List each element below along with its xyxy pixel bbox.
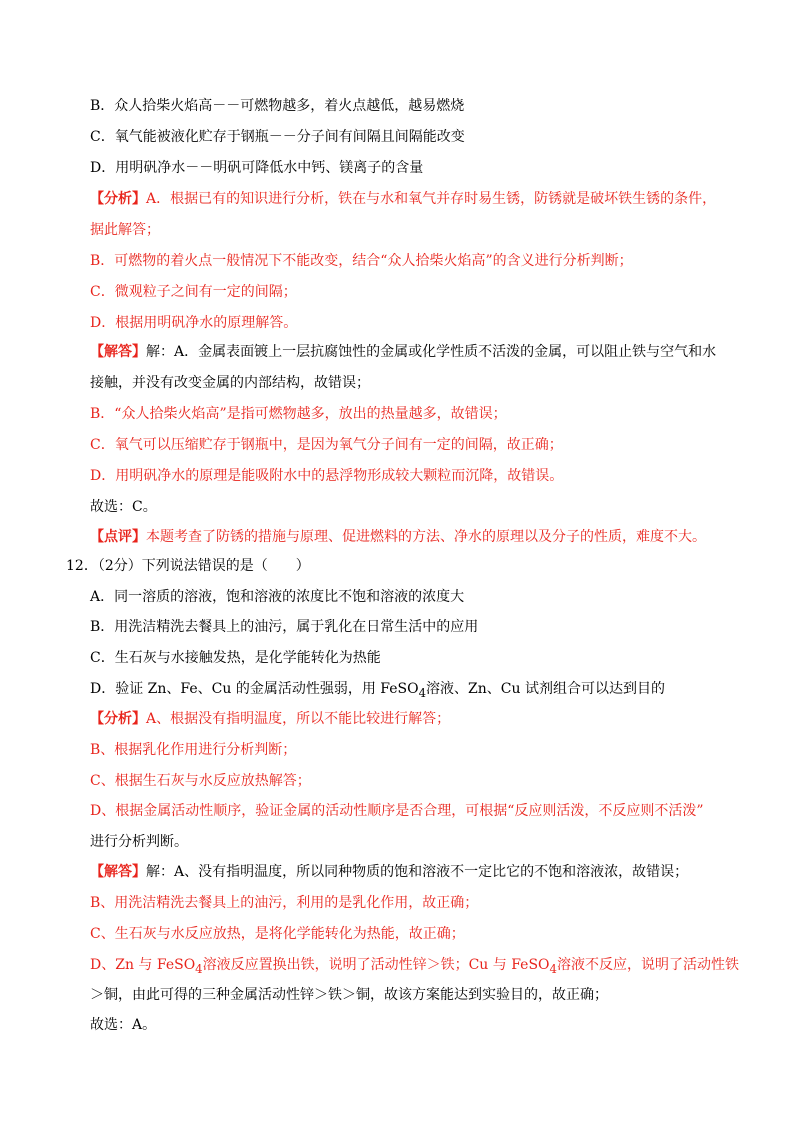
q12-answer-choice: 故选：A。 <box>90 1017 157 1033</box>
q11-answer-line: C．氧气可以压缩贮存于钢瓶中，是因为氧气分子间有一定的间隔，故正确； <box>90 437 563 453</box>
q12-answer-text: 解：A、没有指明温度，所以同种物质的饱和溶液不一定比它的不饱和溶液浓，故错误； <box>146 864 689 880</box>
q11-option-b: B．众人拾柴火焰高－－可燃物越多，着火点越低，越易燃烧 <box>90 98 465 114</box>
q12-analysis-line: C、根据生石灰与水反应放热解答； <box>90 773 311 789</box>
q11-comment-line <box>90 527 722 547</box>
q11-option-d: D．用明矾净水－－明矾可降低水中钙、镁离子的含量 <box>90 160 424 176</box>
q11-analysis-line: C．微观粒子之间有一定的间隔； <box>90 284 297 300</box>
q12-answer-tag: 【解答】 <box>90 864 146 880</box>
q12-answer-d-subscript: 4 <box>195 961 203 976</box>
q12-analysis-line: D、根据金属活动性顺序，验证金属的活动性顺序是否合理，可根据“反应则活泼，不反应则不活泼” <box>90 803 704 819</box>
q12-answer-line: C、生石灰与水反应放热，是将化学能转化为热能，故正确； <box>90 926 465 942</box>
q11-analysis-line: D．根据用明矾净水的原理解答。 <box>90 315 298 331</box>
q11-analysis-text: A．根据已有的知识进行分析，铁在与水和氧气并存时易生锈，防锈就是破坏铁生锈的条件， <box>146 191 717 207</box>
q12-answer-d-text: D、Zn 与 FeSO <box>90 957 196 973</box>
q12-option-d-text: D．验证 Zn、Fe、Cu 的金属活动性强弱，用 FeSO <box>90 681 419 697</box>
q11-comment-tag: 【点评】 <box>90 529 146 545</box>
q11-analysis-line: B．可燃物的着火点一般情况下不能改变，结合“众人拾柴火焰高”的含义进行分析判断； <box>90 253 633 269</box>
q12-stem: 12．（2分）下列说法错误的是（ ） <box>66 558 310 574</box>
q12-analysis-line <box>90 709 722 729</box>
q12-answer-d-text: 溶液不反应，说明了活动性铁 <box>556 957 739 973</box>
q11-comment-text: 本题考查了防锈的措施与原理、促进燃料的方法、净水的原理以及分子的性质，难度不大。 <box>146 529 706 545</box>
q12-answer-line: ＞铜，由此可得的三种金属活动性锌＞铁＞铜，故该方案能达到实验目的，故正确； <box>90 987 608 1003</box>
q11-answer-choice: 故选：C。 <box>90 499 157 515</box>
q11-answer-line: 接触，并没有改变金属的内部结构，故错误； <box>90 375 370 391</box>
q12-option-b: B．用洗洁精洗去餐具上的油污，属于乳化在日常生活中的应用 <box>90 619 479 635</box>
q11-analysis-tag: 【分析】 <box>90 191 146 207</box>
q12-answer-d-subscript: 4 <box>549 961 557 976</box>
q12-answer-line <box>90 955 739 976</box>
q11-analysis-line: 据此解答； <box>90 222 160 238</box>
q12-answer-line: B、用洗洁精洗去餐具上的油污，利用的是乳化作用，故正确； <box>90 895 479 911</box>
q11-option-c: C．氧气能被液化贮存于钢瓶－－分子间有间隔且间隔能改变 <box>90 129 465 145</box>
q12-option-d <box>90 679 722 699</box>
q12-answer-line <box>90 862 722 882</box>
q12-analysis-text: A、根据没有指明温度，所以不能比较进行解答； <box>146 711 451 727</box>
q12-answer-d-text: 溶液反应置换出铁，说明了活动性锌＞铁；Cu 与 FeSO <box>202 957 550 973</box>
q12-option-c: C．生石灰与水接触发热，是化学能转化为热能 <box>90 650 381 666</box>
q12-option-a: A．同一溶质的溶液，饱和溶液的浓度比不饱和溶液的浓度大 <box>90 589 465 605</box>
q11-answer-line <box>90 342 722 362</box>
q12-analysis-line: B、根据乳化作用进行分析判断； <box>90 742 297 758</box>
q11-analysis-line <box>90 189 722 209</box>
q12-option-d-subscript: 4 <box>418 685 427 700</box>
q12-analysis-tag: 【分析】 <box>90 711 146 727</box>
q11-answer-text: 解：A．金属表面镀上一层抗腐蚀性的金属或化学性质不活泼的金属，可以阻止铁与空气和水 <box>146 344 717 360</box>
q12-option-d-text: 溶液、Zn、Cu 试剂组合可以达到目的 <box>426 681 665 697</box>
q11-answer-line: D．用明矾净水的原理是能吸附水中的悬浮物形成较大颗粒而沉降，故错误。 <box>90 468 564 484</box>
q12-analysis-line: 进行分析判断。 <box>90 834 188 850</box>
q11-answer-line: B．“众人拾柴火焰高”是指可燃物越多，放出的热量越多，故错误； <box>90 406 507 422</box>
q11-answer-tag: 【解答】 <box>90 344 146 360</box>
